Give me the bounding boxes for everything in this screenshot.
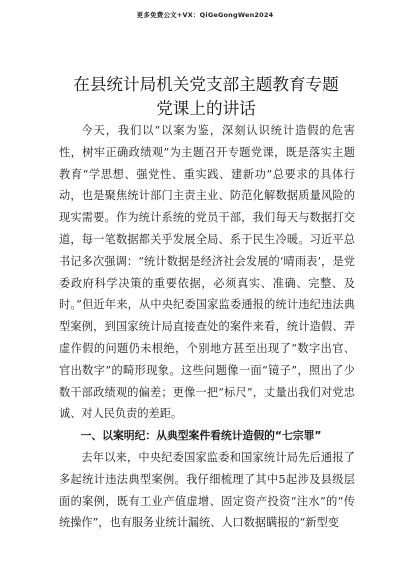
document-body <box>59 120 355 534</box>
section-heading-1: 一、以案明纪：从典型案件看统计造假的“七宗罪” <box>80 429 322 443</box>
body-paragraph-intro: 今天，我们以“以案为鉴，深刻认识统计造假的危害性，树牢正确政绩观”为主题召开专题党课，既是落实主题教育“学思想、强党性、重实践、建新功”总要求的具体行动，也是聚焦统计部门主责主业、防范化解数据质量风险的现实需要。作为统计系统的党员干部，我们每天与数据打交道，每一笔数据都关乎发展全局、系于民生冷暖。习近平总书记多次强调：“统计数据是经济社会发展的‘晴雨表’，是党委政府科学决策的重要依据，必须真实、准确、完整、及时。”但近年来，从中央纪委国家监委通报的统计违纪违法典型案例，到国家统计局直接查处的案件来看，统计造假、弄虚作假的问题仍未根绝，个别地方甚至出现了“数字出官、官出数字”的畸形现象。这些问题像一面“镜子”，照出了少数干部政绩观的偏差；更像一把“标尺”，丈量出我们对党忠诚、对人民负责的差距。 <box>59 124 355 421</box>
body-paragraph-section-1: 去年以来，中央纪委国家监委和国家统计局先后通报了多起统计违法典型案例。我仔细梳理了其中5起涉及县级层面的案例，既有工业产值虚增、固定资产投资“注水”的“传统操作”，也有服务业统计漏统、人口数据瞒报的“新型变 <box>59 450 355 530</box>
page-title: 在县统计局机关党支部主题教育专题党课上的讲话 <box>73 75 339 118</box>
header-note: 更多免费公文+VX：QiGeGongWen2024 <box>136 11 274 19</box>
